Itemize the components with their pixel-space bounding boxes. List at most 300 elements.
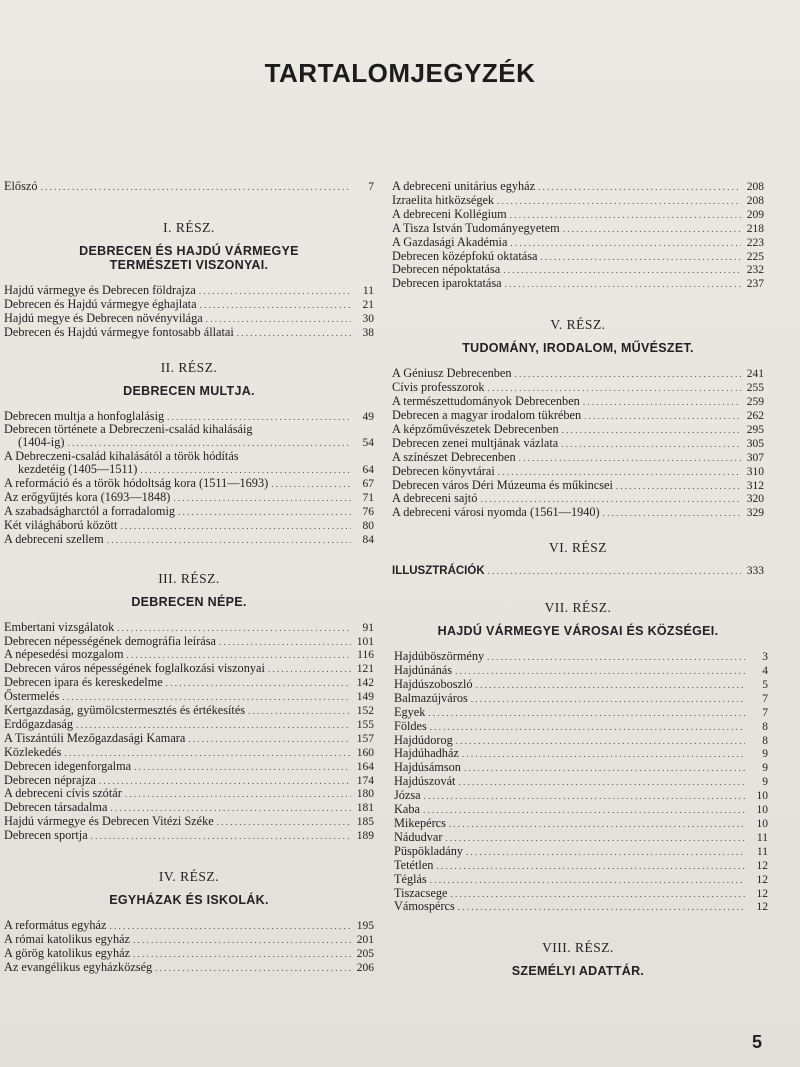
toc-entry[interactable] [392,250,764,264]
leader-dots [271,477,351,491]
entry-page: 208 [746,181,764,193]
entry-page: 12 [756,873,768,886]
part-heading: HAJDÚ VÁRMEGYE VÁROSAI ÉS KÖZSÉGEI. [437,624,719,639]
toc-entry[interactable] [394,789,768,803]
leader-dots [458,775,745,789]
toc-entry[interactable] [394,664,768,678]
toc-list [392,180,764,291]
toc-entry[interactable] [4,662,374,676]
toc-entry[interactable] [4,519,374,533]
entry-text: Debrecen ipara és kereskedelme [4,675,163,690]
leader-dots [498,465,741,479]
entry-text: Józsa [394,788,421,803]
entry-page: 9 [762,762,768,775]
entry-page: 9 [762,776,768,789]
entry-page: 84 [362,533,374,546]
part-heading: EGYHÁZAK ÉS ISKOLÁK. [109,893,269,908]
entry-page: 54 [362,437,374,450]
leader-dots [436,859,745,873]
toc-entry[interactable] [392,180,764,194]
leader-dots [487,650,745,664]
entry-page: 262 [746,409,764,422]
entry-text: Debrecen néprajza [4,772,96,787]
entry-page: 205 [356,947,374,960]
entry-page: 12 [756,859,768,872]
toc-entry[interactable] [394,720,768,734]
entry-page: 209 [746,208,764,221]
toc-entry[interactable] [4,787,374,801]
part-heading: SZEMÉLYI ADATTÁR. [511,964,645,979]
entry-text: Debrecen népességének demográfia leírása [4,633,217,648]
toc-entry[interactable] [392,492,764,506]
leader-dots [155,961,351,975]
toc-entry[interactable] [4,732,374,746]
toc-entry[interactable] [394,650,768,664]
entry-text: Debrecen multja a honfoglalásig [4,408,165,423]
entry-page: 174 [356,774,374,787]
entry-page: 116 [357,649,374,662]
leader-dots [488,564,741,578]
entry-text: Debrecen népoktatása [392,262,501,277]
leader-dots [248,704,351,718]
leader-dots [64,746,351,760]
leader-dots [127,648,351,662]
entry-page: 4 [762,665,768,678]
leader-dots [455,664,745,678]
toc-entry[interactable] [392,395,764,409]
toc-entry[interactable] [4,676,374,690]
entry-text: Hajdúszoboszló [394,676,473,691]
leader-dots [173,491,351,505]
entry-text: Az evangélikus egyházközség [4,959,153,974]
leader-dots [120,519,351,533]
leader-dots [62,690,351,704]
entry-page: 152 [356,705,374,718]
part-label: II. RÉSZ. [160,359,218,375]
entry-text: A debreceni Kollégium [392,206,507,221]
leader-dots [428,706,745,720]
entry-text: Cívis professzorok [392,380,485,395]
leader-dots [488,381,741,395]
toc-entry[interactable] [4,635,374,649]
toc-entry[interactable] [394,678,768,692]
entry-text-line: A Debreczeni-család kihalásától a török hódítás [4,449,239,464]
entry-page: 307 [746,451,764,464]
entry-page: 305 [746,437,764,450]
toc-list [4,410,374,547]
toc-entry[interactable] [392,277,764,291]
entry-page: 11 [362,284,374,297]
entry-text: A szabadságharctól a forradalomig [4,503,176,518]
entry-page: 76 [362,505,374,518]
leader-dots [430,873,745,887]
entry-page: 160 [356,746,374,759]
entry-page: 21 [362,298,374,311]
toc-entry[interactable] [394,761,768,775]
entry-page: 218 [746,222,764,235]
entry-text: Hajdú megye és Debrecen növényvilága [4,310,203,325]
toc-entry[interactable] [392,222,764,236]
leader-dots [458,900,745,914]
entry-page: 155 [356,718,374,731]
toc-entry[interactable] [4,933,374,947]
toc-entry[interactable] [4,947,374,961]
entry-page: 181 [356,802,374,815]
entry-text: Egyek [394,704,426,719]
toc-entry[interactable] [4,505,374,519]
toc-entry[interactable] [392,208,764,222]
entry-page: 333 [746,565,764,578]
toc-entry[interactable] [392,465,764,479]
entry-page: 38 [362,326,374,339]
entry-page: 206 [356,961,374,974]
part-label: I. RÉSZ. [163,219,215,235]
leader-dots [462,747,745,761]
entry-text: Téglás [394,871,427,886]
entry-text: Debrecen idegenforgalma [4,758,132,773]
toc-entry[interactable] [392,367,764,381]
leader-dots [446,831,746,845]
entry-text: Tiszacsege [394,885,448,900]
entry-text: ILLUSZTRÁCIÓK [392,565,485,578]
part-heading-line: TERMÉSZETI VISZONYAI. [109,257,269,272]
entry-page: 295 [746,423,764,436]
toc-entry[interactable] [394,900,768,914]
leader-dots [166,676,351,690]
toc-entry[interactable] [4,298,374,312]
entry-text: Nádudvar [394,829,443,844]
entry-page: 164 [356,760,374,773]
toc-entry[interactable] [4,829,374,843]
entry-text: Izraelita hitközségek [392,192,495,207]
entry-text: Hajdú vármegye és Debrecen Vitézi Széke [4,814,214,829]
leader-dots [217,815,351,829]
page-title: TARTALOMJEGYZÉK [264,58,536,88]
part-label: III. RÉSZ. [158,570,220,586]
toc-entry[interactable] [4,718,374,732]
entry-page: 10 [756,818,768,830]
entry-page: 8 [762,734,768,747]
toc-entry[interactable] [394,706,768,720]
entry-text: A debreceni szellem [4,531,104,546]
entry-page: 121 [356,663,374,676]
entry-text: Embertani vizsgálatok [4,619,115,634]
leader-dots [76,718,351,732]
leader-dots [510,236,741,250]
toc-entry[interactable] [4,815,374,829]
toc-entry[interactable] [4,463,374,477]
leader-dots [107,533,351,547]
toc-entry[interactable] [392,437,764,451]
leader-dots [199,284,351,298]
entry-page: 189 [356,830,374,843]
part-label: VIII. RÉSZ. [542,940,614,956]
part-heading: DEBRECEN NÉPE. [131,594,247,609]
toc-entry[interactable] [394,747,768,761]
leader-dots [40,180,351,194]
part-label: VI. RÉSZ [549,540,607,556]
toc-entry[interactable] [394,873,768,887]
leader-dots [167,410,351,424]
toc-entry[interactable] [394,803,768,817]
leader-dots [464,761,745,775]
entry-text: (1404-ig) [18,435,65,450]
toc-entry[interactable] [392,236,764,250]
entry-page: 30 [362,312,374,325]
leader-dots [616,479,741,493]
toc-entry[interactable] [4,312,374,326]
page-number: 5 [751,1032,762,1052]
toc-entry[interactable] [4,690,374,704]
part-heading [4,244,374,272]
leader-dots [603,506,741,520]
entry-page: 12 [756,887,768,900]
part-label: VII. RÉSZ. [544,600,612,616]
leader-dots [140,463,351,477]
entry-page: 7 [762,692,768,705]
toc-entry[interactable] [392,423,764,437]
part-label: V. RÉSZ. [550,317,606,333]
entry-text: Tetétlen [394,857,434,872]
entry-page: 157 [356,732,374,745]
entry-page: 255 [746,382,764,395]
leader-dots [480,492,741,506]
entry-text: Erdőgazdaság [4,716,73,731]
toc-entry-preface[interactable] [4,180,374,194]
leader-dots [538,180,741,194]
entry-text: A természettudományok Debrecenben [392,394,580,409]
entry-text: A népesedési mozgalom [4,647,124,662]
entry-text: A debreceni cívis szótár [4,786,122,801]
leader-dots [583,395,741,409]
entry-text: Hajdú vármegye és Debrecen földrajza [4,282,196,297]
entry-page: 180 [356,788,374,801]
entry-text: Debrecen a magyar irodalom tükrében [392,407,582,422]
entry-text: Debrecen sportja [4,828,88,843]
leader-dots [237,326,351,340]
leader-dots [125,787,351,801]
entry-text: Mikepércs [394,816,446,830]
entry-page: 12 [756,901,768,914]
entry-page: 11 [756,831,768,844]
entry-text: Közlekedés [4,744,62,759]
toc-entry[interactable] [392,506,764,520]
toc-entry[interactable] [394,831,768,845]
toc-entry[interactable] [392,409,764,423]
entry-page: 223 [746,236,764,249]
toc-list [4,284,374,340]
entry-text: Hajdúdorog [394,732,453,747]
toc-entry[interactable] [4,284,374,298]
toc-entry[interactable] [4,774,374,788]
entry-text: Kertgazdaság, gyümölcstermesztés és értékesítés [4,703,246,718]
leader-dots [178,505,351,519]
entry-text: A debreceni városi nyomda (1561—1940) [392,505,600,520]
entry-text: Hajdúnánás [394,663,453,678]
entry-text: Püspökladány [394,843,463,858]
entry-text-line: Debrecen története a Debreczeni-család kihalásáig [4,422,253,437]
entry-page: 142 [356,677,374,690]
entry-text: A Tisza István Tudományegyetem [392,220,560,235]
entry-text: Kaba [394,802,420,817]
toc-list [4,919,374,975]
entry-text: A római katolikus egyház [4,932,131,946]
entry-text: Az erőgyűjtés kora (1693—1848) [4,489,171,504]
leader-dots [268,662,351,676]
leader-dots [430,720,745,734]
entry-text: Két világháború között [4,517,118,532]
entry-page: 259 [746,396,764,409]
entry-page: 201 [356,934,374,946]
leader-dots [67,436,351,450]
leader-dots [200,298,351,312]
leader-dots [133,933,351,947]
entry-text: kezdetéig (1405—1511) [18,462,138,477]
entry-page: 208 [746,194,764,207]
entry-text: Hajdúsámson [394,760,461,775]
toc-entry[interactable] [4,436,374,450]
entry-page: 232 [746,264,764,277]
entry-text: A görög katolikus egyház [4,945,131,960]
toc-entry[interactable] [394,817,768,831]
leader-dots [134,760,351,774]
entry-page: 91 [362,621,374,634]
entry-page: 9 [762,748,768,761]
entry-page: 10 [756,804,768,817]
toc-entry[interactable] [394,859,768,873]
leader-dots [188,732,351,746]
leader-dots [562,423,741,437]
toc-entry[interactable] [394,845,768,859]
toc-entry[interactable] [392,479,764,493]
toc-entry[interactable] [4,760,374,774]
leader-dots [449,817,745,831]
toc-entry[interactable] [4,326,374,340]
entry-text: A Tiszántúli Mezőgazdasági Kamara [4,730,186,745]
toc-entry[interactable] [394,692,768,706]
entry-text: Vámospércs [394,899,455,914]
entry-text: A reformáció és a török hódoltság kora (1511—1693) [4,476,269,491]
entry-text: A debreceni unitárius egyház [392,179,536,193]
entry-text: Őstermelés [4,689,60,704]
entry-text: Debrecen és Hajdú vármegye fontosabb állatai [4,324,234,339]
toc-entry[interactable] [394,775,768,789]
toc-entry[interactable] [4,491,374,505]
entry-text: Debrecen iparoktatása [392,276,502,291]
entry-page: 101 [356,635,374,648]
leader-dots [206,312,351,326]
toc-list [4,621,374,844]
toc-entry[interactable] [4,410,374,424]
leader-dots [510,208,741,222]
leader-dots [133,947,351,961]
leader-dots [423,803,745,817]
entry-page: 71 [362,491,374,504]
entry-page: 312 [746,479,764,492]
toc-entry[interactable] [392,263,764,277]
entry-page: 310 [746,465,764,478]
entry-text: Debrecen város Déri Múzeuma és műkincsei [392,477,613,492]
toc-entry[interactable] [392,451,764,465]
entry-page: 67 [362,478,374,491]
toc-entry[interactable] [4,621,374,635]
part-heading: TUDOMÁNY, IRODALOM, MŰVÉSZET. [462,341,694,356]
toc-entry[interactable] [4,961,374,975]
entry-text: A debreceni sajtó [392,491,478,506]
entry-page: 195 [356,920,374,933]
toc-list [394,650,768,914]
toc-list [392,367,764,520]
toc-entry-illustrations[interactable] [392,564,764,578]
toc-entry[interactable] [392,381,764,395]
leader-dots [110,801,351,815]
part-heading: DEBRECEN MULTJA. [123,383,255,398]
entry-text: A színészet Debrecenben [392,449,516,464]
toc-right-column [392,179,768,990]
leader-dots [219,635,351,649]
entry-text: A református egyház [4,918,107,933]
entry-text: Előszó [4,179,38,193]
toc-entry[interactable] [4,704,374,718]
toc-entry[interactable] [394,887,768,901]
leader-dots [584,409,741,423]
toc-entry[interactable] [4,919,374,933]
leader-dots [99,774,351,788]
toc-entry[interactable] [4,533,374,547]
entry-text: Debrecen könyvtárai [392,463,495,478]
entry-page: 49 [362,410,374,423]
entry-page: 8 [762,720,768,733]
entry-page: 329 [746,507,764,520]
entry-page: 241 [746,368,764,381]
entry-page: 149 [356,691,374,704]
toc-entry[interactable] [394,734,768,748]
entry-text: Debrecen és Hajdú vármegye éghajlata [4,296,197,311]
leader-dots [456,734,745,748]
leader-dots [561,437,741,451]
leader-dots [540,250,741,264]
entry-text: Hajdúhadház [394,746,459,761]
entry-page: 7 [762,706,768,719]
part-heading-line: DEBRECEN ÉS HAJDÚ VÁRMEGYE [79,243,299,258]
entry-page: 7 [368,181,374,193]
toc-entry[interactable] [4,648,374,662]
entry-text: Debrecen zenei multjának vázlata [392,435,559,450]
entry-page: 185 [356,816,374,829]
toc-entry[interactable] [4,477,374,491]
leader-dots [471,692,745,706]
leader-dots [497,194,741,208]
entry-page: 64 [362,464,374,477]
entry-page: 11 [756,845,768,858]
leader-dots [109,919,351,933]
leader-dots [451,887,745,901]
entry-page: 225 [746,250,764,263]
leader-dots [476,678,745,692]
toc-entry[interactable] [392,194,764,208]
leader-dots [515,367,741,381]
entry-page: 80 [362,519,374,532]
toc-entry[interactable] [4,746,374,760]
entry-page: 5 [762,678,768,691]
entry-text: Balmazújváros [394,690,468,705]
entry-page: 320 [746,493,764,506]
toc-entry[interactable] [4,801,374,815]
entry-page: 10 [756,790,768,803]
leader-dots [563,222,741,236]
leader-dots [117,621,351,635]
entry-text: A Géniusz Debrecenben [392,366,512,381]
